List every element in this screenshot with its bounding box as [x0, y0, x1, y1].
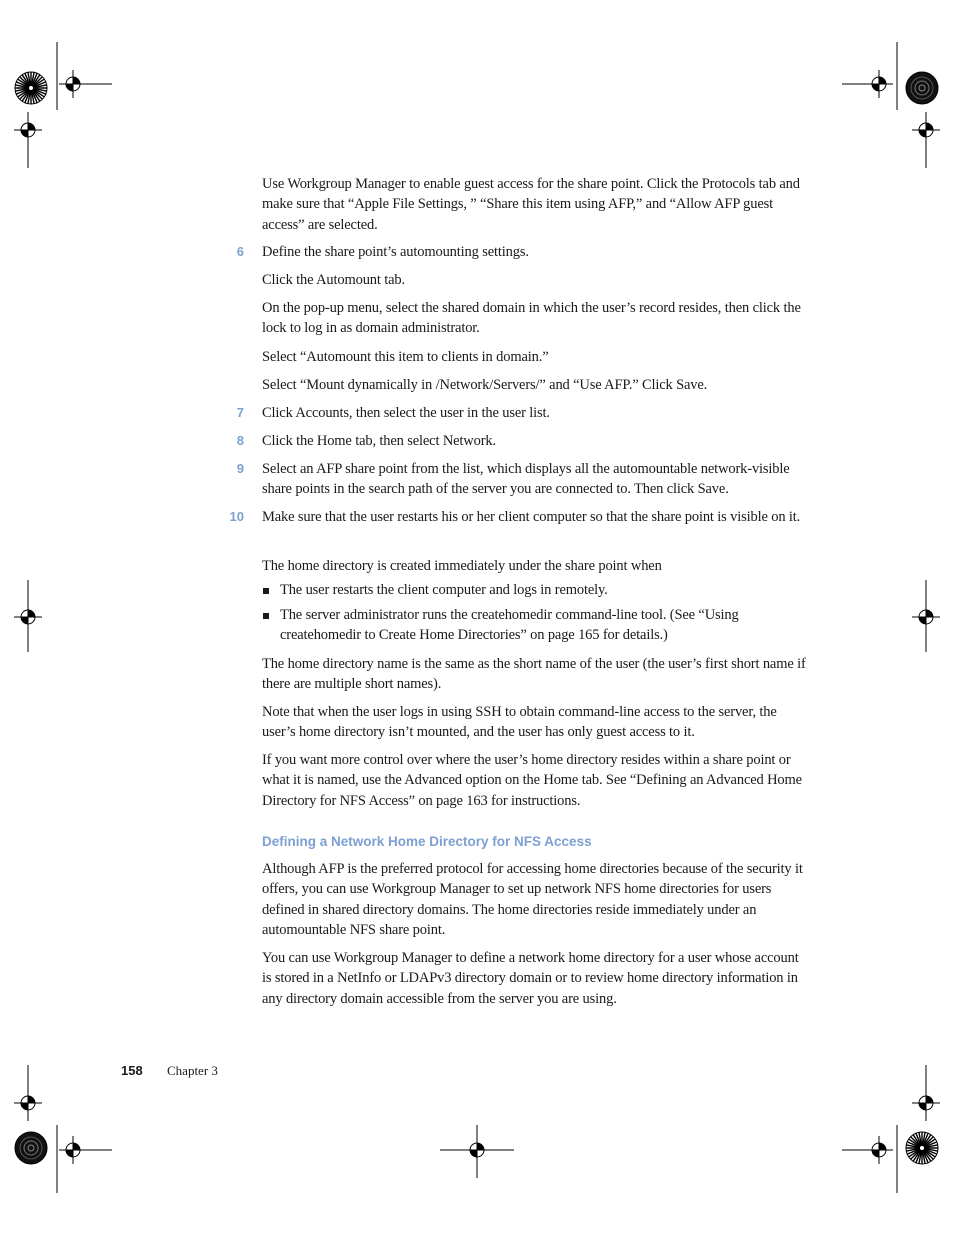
step-8-text: Click the Home tab, then select Network. — [262, 433, 496, 449]
paragraph-popup-menu: On the pop-up menu, select the shared domain in which the user’s record resides, then click the lock to log in as domain administrator. — [262, 300, 801, 337]
paragraph-select-automount: Select “Automount this item to clients in domain.” — [262, 349, 549, 365]
step-6-text: Define the share point’s automounting settings. — [262, 244, 529, 260]
page-number: 158 — [121, 1063, 143, 1078]
paragraph-automount-tab: Click the Automount tab. — [262, 272, 406, 288]
step-number-8: 8 — [236, 433, 244, 448]
step-number-10: 10 — [229, 509, 244, 524]
bullet-marker — [263, 588, 269, 594]
paragraph-afp-preferred: Although AFP is the preferred protocol for accessing home directories because of the security it offers, you can use Workgroup Manager to set up network NFS home directories for users defined in shared directory domains. The home directories reside immediately under an automountable NFS share point. — [262, 861, 803, 938]
paragraph-define-network-home: You can use Workgroup Manager to define a network home directory for a user whose account is stored in a NetInfo or LDAPv3 directory domain or to review home directory information in any directory domain accessible from the server you are using. — [262, 950, 799, 1007]
chapter-label: Chapter 3 — [167, 1063, 218, 1078]
step-number-7: 7 — [236, 405, 244, 420]
step-number-9: 9 — [236, 461, 244, 476]
paragraph-guest-access: Use Workgroup Manager to enable guest access for the share point. Click the Protocols tab and make sure that “Apple File Settings, ” “Share this item using AFP,” and “Allow AFP guest access” are selected. — [262, 176, 800, 233]
bullet-marker — [263, 613, 269, 619]
step-number-6: 6 — [236, 244, 244, 259]
bullet-item-createhomedir: The server administrator runs the createhomedir command-line tool. (See “Using createhomedir to Create Home Directories” on page 165 for details.) — [280, 607, 739, 644]
paragraph-ssh-note: Note that when the user logs in using SSH to obtain command-line access to the server, the user’s home directory isn’t mounted, and the user has only guest access to it. — [262, 704, 777, 741]
step-10-text: Make sure that the user restarts his or her client computer so that the share point is visible on it. — [262, 509, 801, 525]
bullet-item-restart: The user restarts the client computer and logs in remotely. — [280, 582, 608, 598]
paragraph-more-control: If you want more control over where the user’s home directory resides within a share point or what it is named, use the Advanced option on the Home tab. See “Defining an Advanced Home Directory for NFS Access” on page 163 for instructions. — [262, 752, 802, 809]
paragraph-home-created: The home directory is created immediately under the share point when — [262, 558, 662, 574]
section-heading: Defining a Network Home Directory for NFS Access — [262, 834, 592, 849]
step-9-text: Select an AFP share point from the list, which displays all the automountable network-visible share points in the search path of the server you are connected to. Then click Save. — [262, 461, 790, 498]
paragraph-home-name: The home directory name is the same as the short name of the user (the user’s first short name if there are multiple short names). — [262, 656, 806, 693]
step-7-text: Click Accounts, then select the user in the user list. — [262, 405, 550, 421]
paragraph-select-mount: Select “Mount dynamically in /Network/Servers/” and “Use AFP.” Click Save. — [262, 377, 708, 393]
